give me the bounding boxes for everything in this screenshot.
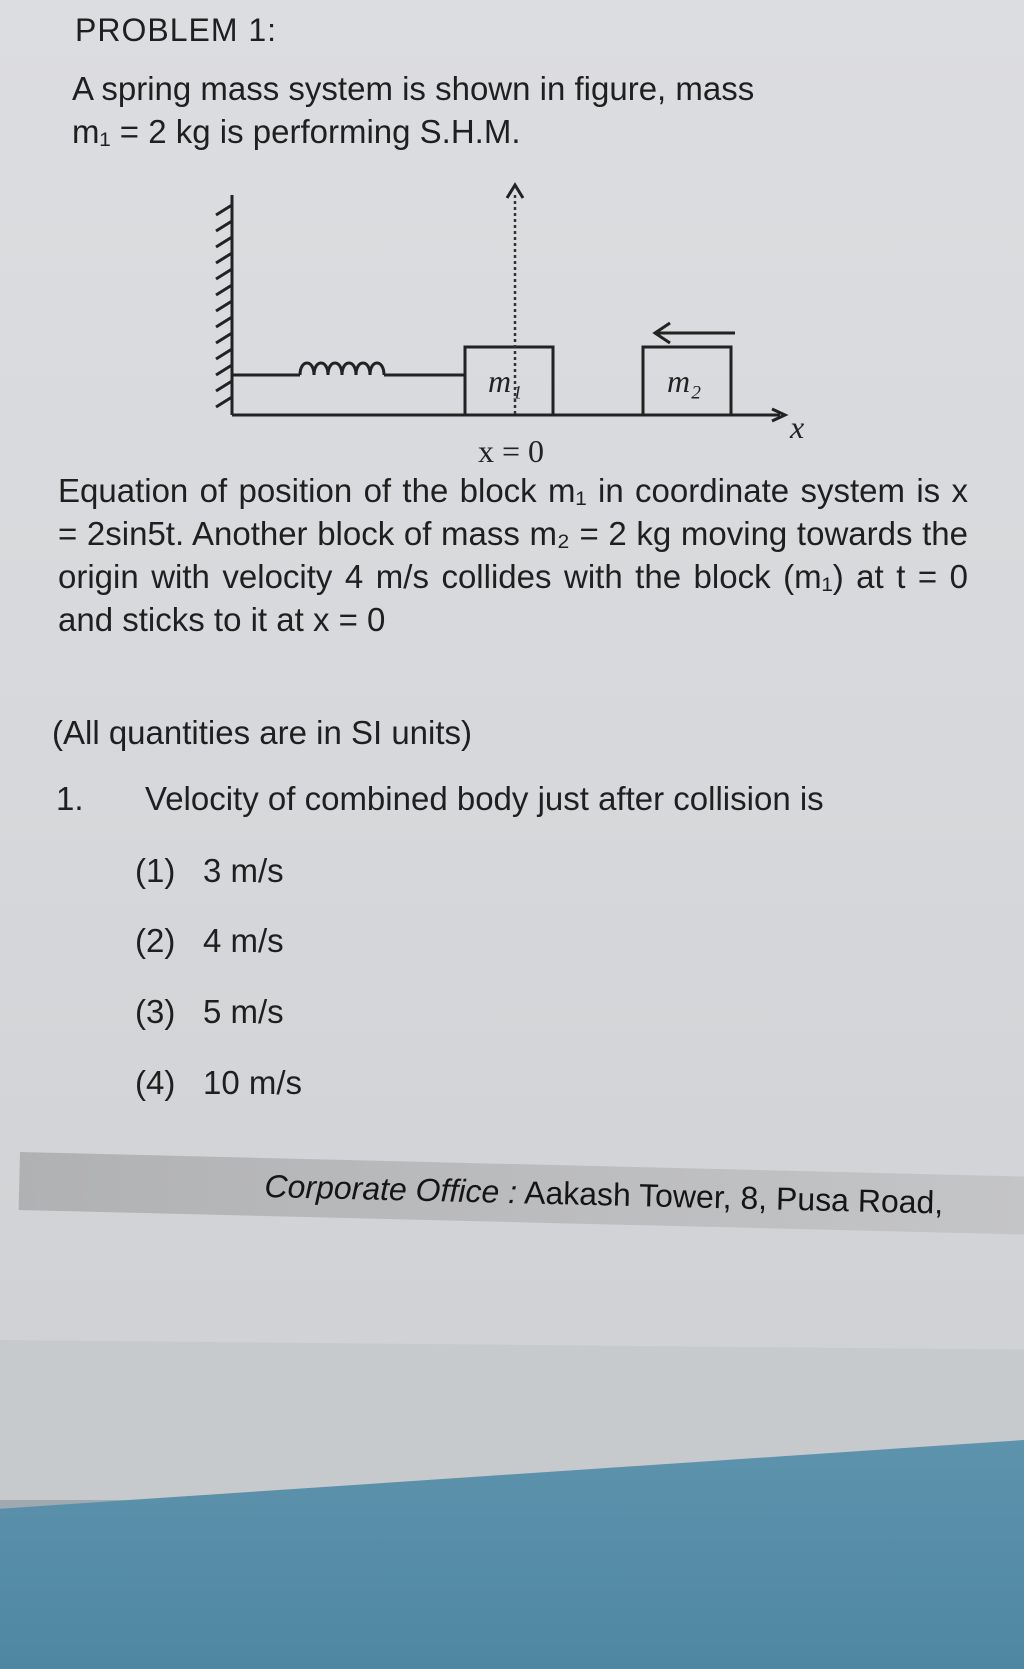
option-1-text: 3 m/s (203, 852, 284, 889)
intro-line-2: m₁ = 2 kg is performing S.H.M. (72, 112, 521, 150)
wall-hatching (216, 195, 232, 415)
mass-1-label: m₁ (488, 363, 523, 399)
spring (232, 363, 465, 375)
option-4-text: 10 m/s (203, 1064, 303, 1101)
option-1-number: (1) (135, 852, 176, 889)
option-2-number: (2) (135, 922, 176, 959)
option-3-number: (3) (135, 993, 176, 1030)
problem-statement: Equation of position of the block m₁ in coordinate system is x = 2sin5t. Another block of mass m₂ = 2 kg moving towards the origin with velocity 4 m/s collides with the block (m₁) at t = 0 and sticks to it at x = 0 (58, 472, 968, 638)
option-4[interactable] (135, 1064, 302, 1102)
question-text: Velocity of combined body just after collision is (145, 780, 824, 817)
problem-heading: PROBLEM 1: (75, 12, 278, 48)
units-note: (All quantities are in SI units) (52, 714, 473, 751)
option-3-text: 5 m/s (203, 993, 284, 1030)
axis-label: x (790, 409, 805, 445)
origin-label: x = 0 (478, 433, 545, 469)
option-1[interactable] (135, 852, 284, 890)
option-4-number: (4) (135, 1064, 176, 1101)
option-3[interactable] (135, 993, 284, 1031)
mass-2-label: m₂ (667, 363, 702, 399)
option-2-text: 4 m/s (203, 922, 284, 959)
option-2[interactable] (135, 922, 284, 960)
question-number: 1. (56, 780, 84, 817)
velocity-arrow (655, 323, 735, 343)
intro-line-1: A spring mass system is shown in figure, mass (72, 70, 755, 107)
footer-address-text: Aakash Tower, 8, Pusa Road, (523, 1174, 944, 1221)
footer-label: Corporate Office : (264, 1168, 518, 1211)
spring-mass-figure (0, 0, 1024, 480)
